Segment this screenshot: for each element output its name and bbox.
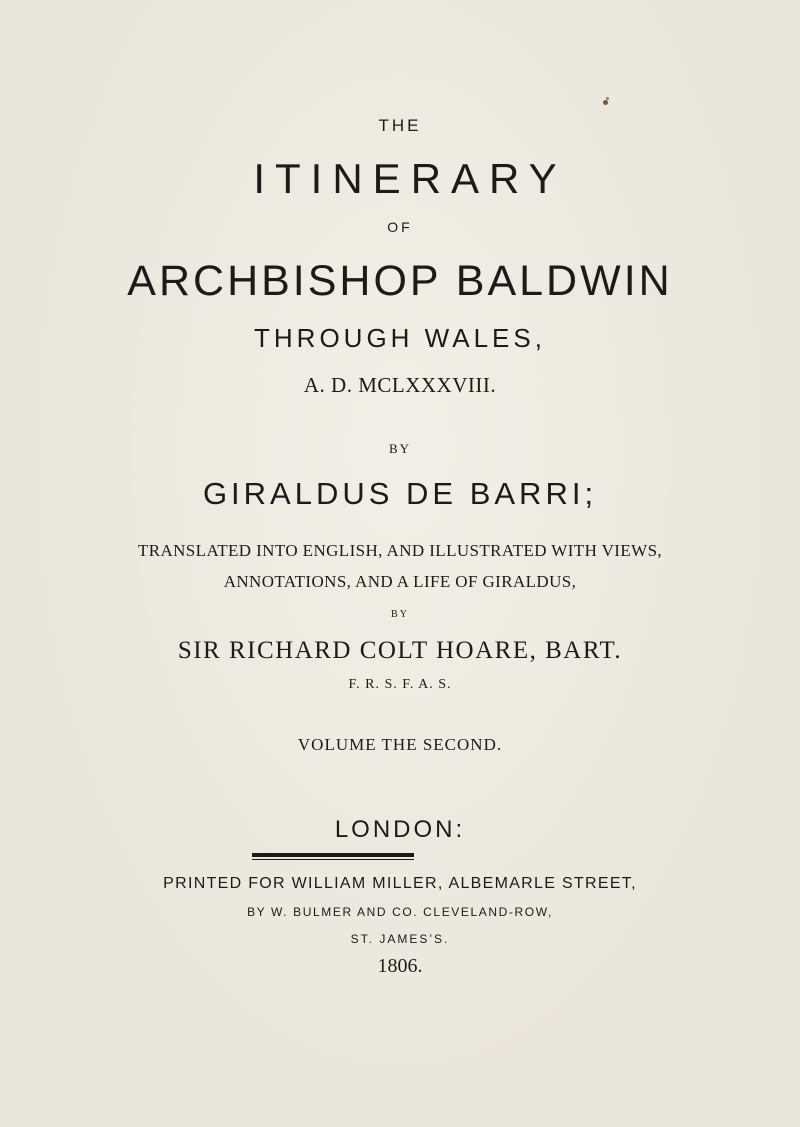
imprint-year: 1806. [377, 955, 423, 977]
heading-itinerary: ITINERARY [253, 155, 567, 202]
translation-note-line-1: TRANSLATED INTO ENGLISH, AND ILLUSTRATED WITH VIEWS, [137, 541, 663, 560]
ink-speck [603, 100, 608, 105]
translator-honours: F. R. S. F. A. S. [348, 677, 452, 692]
imprint-printed-for: PRINTED FOR WILLIAM MILLER, ALBEMARLE STREET, [163, 875, 637, 892]
date-line: A. D. MCLXXXVIII. [303, 373, 497, 397]
heading-through-wales: THROUGH WALES, [254, 323, 546, 353]
translator-name: SIR RICHARD COLT HOARE, BART. [177, 637, 623, 664]
imprint-printer-location: ST. JAMES’S. [350, 932, 450, 946]
by-translator-label: BY [391, 609, 409, 620]
volume-line: VOLUME THE SECOND. [297, 735, 503, 754]
imprint-city: LONDON: [334, 816, 466, 843]
ink-speck [606, 97, 609, 100]
double-rule-divider [0, 853, 800, 861]
by-author-label: BY [388, 441, 412, 456]
heading-of: OF [387, 219, 413, 235]
heading-archbishop-baldwin: ARCHBISHOP BALDWIN [127, 257, 673, 305]
rule-thick [252, 853, 414, 857]
author-name: GIRALDUS DE BARRI; [202, 476, 598, 511]
heading-the: THE [378, 116, 422, 135]
imprint-printer: BY W. BULMER AND CO. CLEVELAND-ROW, [247, 905, 553, 919]
translation-note-line-2: ANNOTATIONS, AND A LIFE OF GIRALDUS, [223, 572, 577, 591]
rule-thin [252, 859, 414, 860]
